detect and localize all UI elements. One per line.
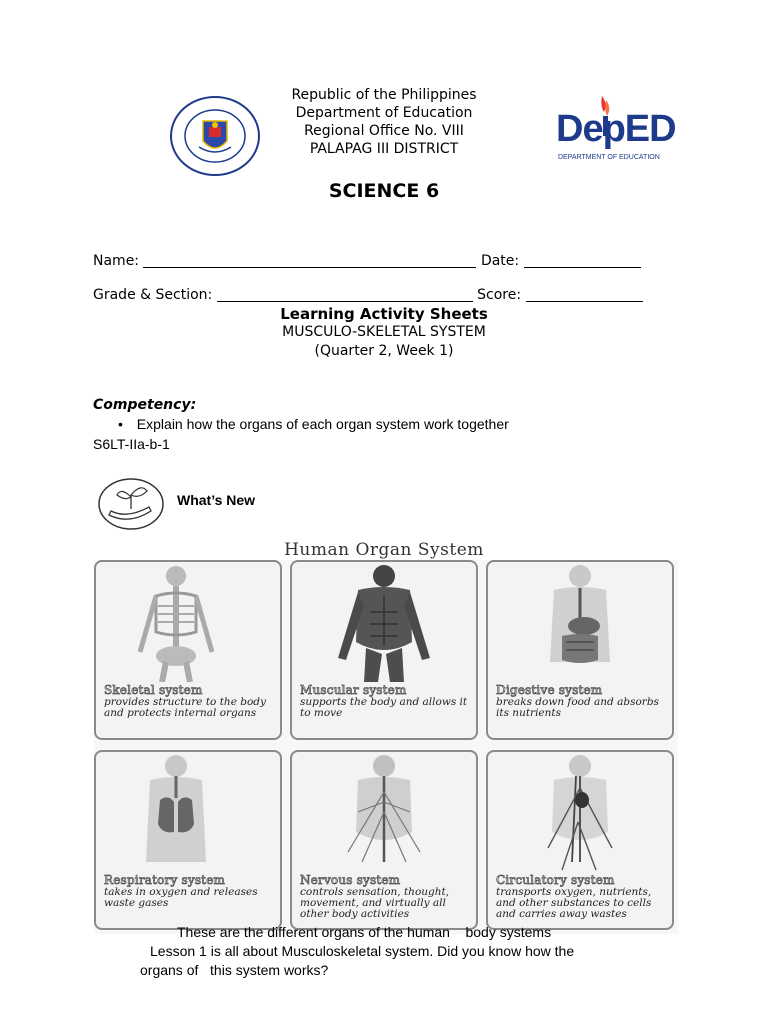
name-label: Name: [93, 253, 140, 269]
whats-new-label: What’s New [177, 492, 256, 508]
score-label: Score: [477, 287, 522, 303]
grade-row [93, 287, 643, 303]
caption-line1: These are the different organs of the human body systems [177, 924, 552, 940]
panel-circulatory-name: Circulatory system [496, 873, 615, 887]
panel-nervous [290, 750, 478, 930]
circulatory-figure [488, 752, 674, 872]
date-label: Date: [480, 253, 520, 269]
las-topic: MUSCULO-SKELETAL SYSTEM [282, 324, 486, 340]
panel-respiratory [94, 750, 282, 930]
competency-bullet [118, 416, 509, 432]
las-quarter: (Quarter 2, Week 1) [314, 343, 454, 359]
muscle-figure [292, 562, 478, 682]
grade-line[interactable] [217, 287, 473, 302]
panel-respiratory-desc: takes in oxygen and releases waste gases [104, 886, 258, 909]
page-title: SCIENCE 6 [328, 180, 440, 202]
panel-digestive [486, 560, 674, 740]
las-heading: Learning Activity Sheets [280, 305, 488, 323]
header-district: PALAPAG III DISTRICT [309, 141, 459, 157]
bullet-dot: • [118, 416, 123, 432]
panel-circulatory [486, 750, 674, 930]
panel-skeletal [94, 560, 282, 740]
competency-label: Competency: [93, 397, 197, 413]
deped-logo [556, 92, 676, 170]
panel-muscular-name: Muscular system [300, 683, 407, 697]
panel-circulatory-desc: transports oxygen, nutrients, and other substances to cells and carries away wastes [496, 886, 652, 920]
score-line[interactable] [526, 287, 643, 302]
panel-respiratory-name: Respiratory system [104, 873, 226, 887]
grade-label: Grade & Section: [93, 287, 213, 303]
name-row [93, 253, 641, 269]
organ-chart-title: Human Organ System [284, 540, 484, 560]
skeleton-figure [96, 562, 282, 682]
competency-code: S6LT-IIa-b-1 [93, 436, 170, 452]
competency-text: Explain how the organs of each organ system work together [136, 416, 509, 432]
panel-muscular-desc: supports the body and allows it to move [300, 696, 468, 719]
whats-new-icon [97, 477, 165, 531]
panel-nervous-desc: controls sensation, thought, movement, and virtually all other body activities [300, 886, 450, 920]
header-region: Regional Office No. VIII [304, 123, 464, 139]
name-line[interactable] [143, 253, 476, 268]
header-republic: Republic of the Philippines [291, 87, 477, 103]
panel-skeletal-name: Skeletal system [104, 683, 203, 697]
panel-digestive-name: Digestive system [496, 683, 603, 697]
header-department: Department of Education [295, 105, 473, 121]
respiratory-figure [96, 752, 282, 872]
deped-logo-text: DepED [556, 108, 676, 150]
panel-digestive-desc: breaks down food and absorbs its nutrients [496, 696, 659, 719]
organ-chart [94, 560, 678, 934]
panel-nervous-name: Nervous system [300, 873, 401, 887]
date-line[interactable] [524, 253, 641, 268]
panel-muscular [290, 560, 478, 740]
caption-line2: Lesson 1 is all about Musculoskeletal system. Did you know how the [150, 943, 575, 959]
panel-skeletal-desc: provides structure to the body and protects internal organs [104, 696, 266, 719]
digestive-figure [488, 562, 674, 682]
caption-line3: organs of this system works? [140, 962, 329, 978]
nervous-figure [292, 752, 478, 872]
deped-logo-caption: DEPARTMENT OF EDUCATION [558, 154, 660, 161]
